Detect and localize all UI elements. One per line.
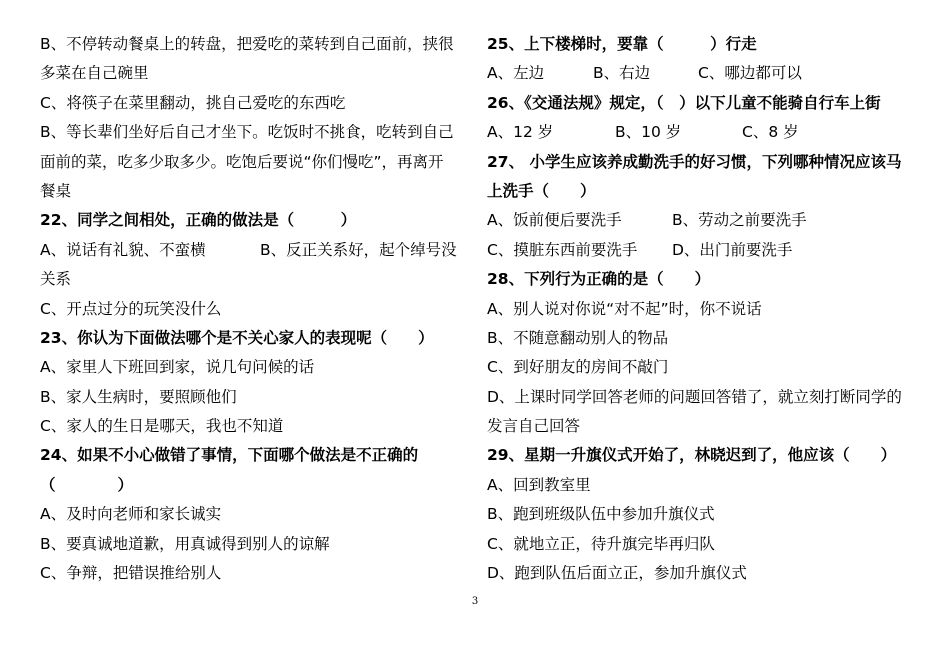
option-a: A、饭前便后要洗手 [487,211,622,230]
left-column [40,30,472,588]
option-b: B、家人生病时，要照顾他们 [40,387,237,406]
option-a: A、及时向老师和家长诚实 [40,505,222,524]
option-text: 关系 [40,270,72,289]
question-26: 26、《交通法规》规定，（ ）以下儿童不能骑自行车上街 [487,93,881,112]
option-c: C、争辩，把错误推给别人 [40,564,222,583]
question-22: 22、同学之间相处，正确的做法是（ ） [40,211,357,230]
option-c: C、哪边都可以 [698,64,802,83]
option-b: B、反正关系好，起个绰号没 [260,240,457,259]
option-c: C、到好朋友的房间不敲门 [487,358,669,377]
option-a: A、家里人下班回到家，说几句问候的话 [40,358,315,377]
option-d: D、出门前要洗手 [672,240,793,259]
option-c: C、就地立正，待升旗完毕再归队 [487,534,715,553]
option-text: 发言自己回答 [487,417,581,436]
option-c: C、8 岁 [742,123,799,142]
option-a: A、别人说对你说“对不起”时，你不说话 [487,299,762,318]
question-27-cont: 上洗手（ ） [487,181,596,200]
option-text: 多菜在自己碗里 [40,64,149,83]
option-a: A、说话有礼貌、不蛮横 [40,240,206,259]
question-26-options [487,118,925,147]
option-text: B、不停转动餐桌上的转盘，把爱吃的菜转到自己面前，挟很 [40,35,454,53]
option-b: B、右边 [593,64,651,83]
option-b: B、要真诚地道歉，用真诚得到别人的谅解 [40,534,330,553]
question-25-options [487,59,925,88]
option-text: B、等长辈们坐好后自己才坐下。吃饭时不挑食，吃转到自己 [40,123,454,142]
option-d: D、上课时同学回答老师的问题回答错了，就立刻打断同学的 [487,387,902,406]
question-29: 29、星期一升旗仪式开始了，林晓迟到了，他应该（ ） [487,446,897,465]
question-27: 27、 小学生应该养成勤洗手的好习惯，下列哪种情况应该马 [487,152,902,171]
option-c: C、家人的生日是哪天，我也不知道 [40,417,284,436]
option-c: C、摸脏东西前要洗手 [487,240,638,259]
option-a: A、回到教室里 [487,475,591,494]
option-b: B、10 岁 [615,123,682,142]
question-23: 23、你认为下面做法哪个是不关心家人的表现呢（ ） [40,328,434,347]
option-a: A、12 岁 [487,123,554,142]
option-c: C、开点过分的玩笑没什么 [40,299,222,318]
answer-paren: （ ） [40,475,134,494]
option-b: B、不随意翻动别人的物品 [487,328,669,347]
option-a: A、左边 [487,64,545,83]
right-column [487,30,925,588]
question-24: 24、如果不小心做错了事情，下面哪个做法是不正确的 [40,446,419,465]
question-22-options [40,236,472,265]
page-number: 3 [471,596,479,607]
option-text: C、将筷子在菜里翻动，挑自己爱吃的东西吃 [40,93,346,112]
question-27-options-cd [487,236,925,265]
option-text: 餐桌 [40,181,72,200]
option-b: B、劳动之前要洗手 [672,211,807,230]
question-27-options-ab [487,206,925,235]
option-d: D、跑到队伍后面立正，参加升旗仪式 [487,564,747,583]
option-text: 面前的菜，吃多少取多少。吃饱后要说“你们慢吃”，再离开 [40,152,444,171]
question-25: 25、上下楼梯时，要靠（ ）行走 [487,35,757,53]
question-28: 28、下列行为正确的是（ ） [487,270,711,289]
option-b: B、跑到班级队伍中参加升旗仪式 [487,505,715,524]
